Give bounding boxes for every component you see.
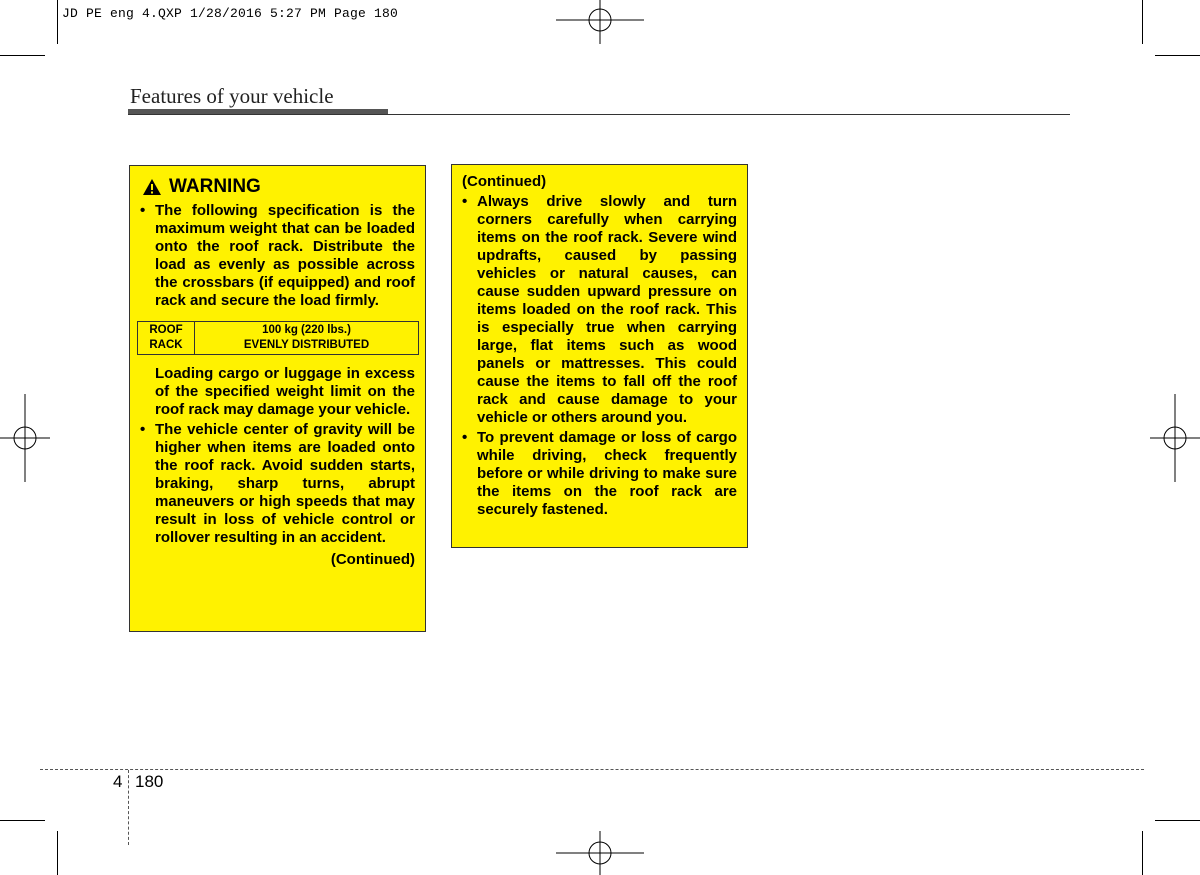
footer-divider [128, 770, 129, 845]
spec-value-line2: EVENLY DISTRIBUTED [243, 339, 370, 351]
crop-mark [1142, 831, 1143, 875]
roof-rack-spec-table [137, 321, 419, 355]
crop-mark [57, 831, 58, 875]
crop-mark [0, 820, 45, 821]
crop-mark [1155, 55, 1200, 56]
continued-bullet-1: • Always drive slowly and turn corners carefully when carrying items on the roof rack. Severe wind updrafts, caused by passing vehicles or natural causes, can cause sudden upward pressure on items loaded on the roof rack. This is especially true when carrying large, flat items such as wood panels or mattresses. This could cause the items to fall off the roof rack and cause damage to your vehicle or others around you. [462, 193, 737, 427]
crop-mark [1155, 820, 1200, 821]
section-title: Features of your vehicle [130, 84, 334, 108]
warning-continued-box [451, 164, 748, 548]
warning-bullet-1: • The following specification is the maximum weight that can be loaded onto the roof rack. Distribute the load as evenly as possible across the crossbars (if equipped) and roof rack and secure the load firmly. [140, 202, 415, 310]
spec-value-cell [195, 322, 419, 355]
warning-heading [142, 176, 415, 198]
crop-mark [57, 0, 58, 44]
warning-paragraph: Loading cargo or luggage in excess of the specified weight limit on the roof rack may damage your vehicle. [155, 365, 415, 418]
header-rule [128, 114, 1070, 115]
registration-mark-icon [556, 0, 644, 44]
print-slug: JD PE eng 4.QXP 1/28/2016 5:27 PM Page 180 [62, 6, 399, 21]
registration-mark-icon [1150, 394, 1200, 482]
spec-label-line1: ROOF [149, 324, 183, 336]
page-number-value: 180 [135, 772, 164, 791]
crop-mark [1142, 0, 1143, 44]
warning-triangle-icon [142, 178, 162, 196]
warning-bullet-2: • The vehicle center of gravity will be higher when items are loaded onto the roof rack. Avoid sudden starts, braking, sharp turns, abrupt maneuvers or high speeds that may result in loss of vehicle control or rollover resulting in an accident. [140, 421, 415, 547]
registration-mark-icon [556, 831, 644, 875]
spec-label-line2: RACK [149, 339, 183, 351]
spec-label-cell [138, 322, 195, 355]
warning-box [129, 165, 426, 632]
registration-mark-icon [0, 394, 50, 482]
crop-mark [0, 55, 45, 56]
continued-label: (Continued) [462, 173, 547, 190]
footer-rule [40, 769, 1144, 770]
chapter-number: 4 [113, 772, 123, 791]
warning-heading-text: WARNING [169, 176, 261, 197]
continued-bullet-2: • To prevent damage or loss of cargo while driving, check frequently before or while driving to make sure the items on the roof rack are securely fastened. [462, 429, 737, 519]
continued-label: (Continued) [330, 551, 415, 568]
spec-value-line1: 100 kg (220 lbs.) [262, 324, 351, 336]
